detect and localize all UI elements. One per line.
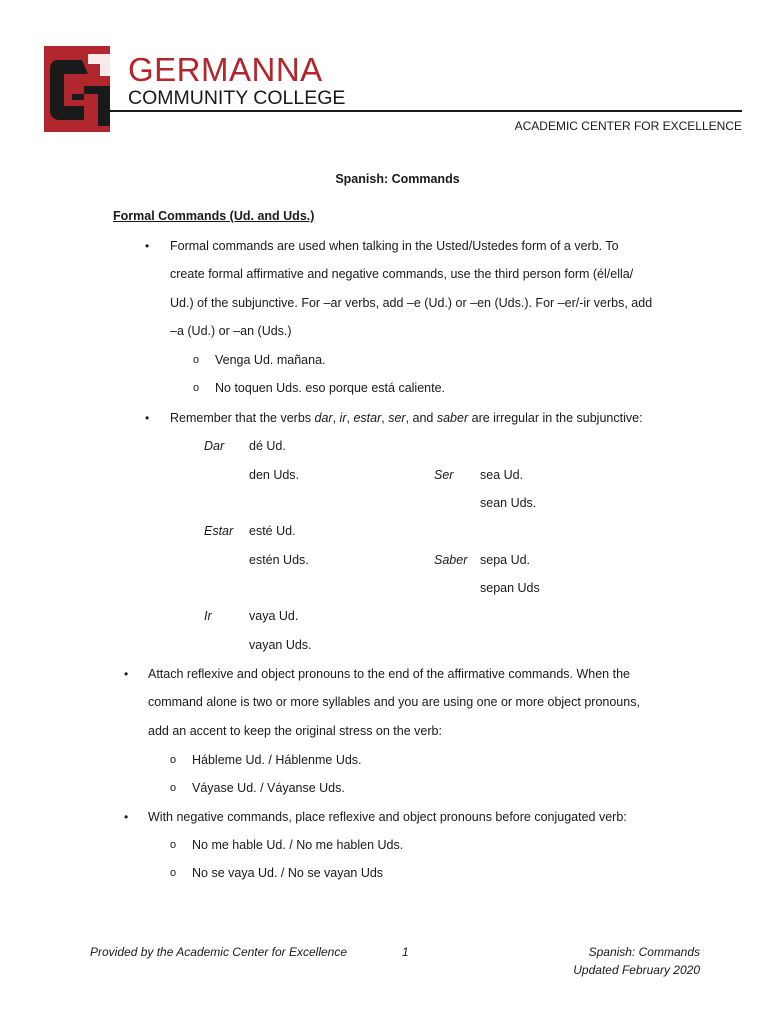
verb-form: dé Ud. xyxy=(249,439,286,453)
paragraph-line: Attach reflexive and object pronouns to the end of the affirmative commands. When the xyxy=(148,667,630,681)
footer-updated: Updated February 2020 xyxy=(573,963,700,977)
sub-bullet-marker: o xyxy=(193,354,200,366)
example-line: Venga Ud. mañana. xyxy=(215,353,326,367)
footer-provider: Provided by the Academic Center for Excellence xyxy=(90,945,348,959)
verb-form: vaya Ud. xyxy=(249,609,299,623)
example-line: No toquen Uds. eso porque está caliente. xyxy=(215,381,446,395)
brand-name: GERMANNA xyxy=(128,51,323,88)
verb-label: Ser xyxy=(434,468,454,482)
sub-bullet-marker: o xyxy=(170,867,177,879)
sub-bullet-marker: o xyxy=(170,754,177,766)
bullet-marker: • xyxy=(145,239,150,253)
verb-form: sepa Ud. xyxy=(480,553,531,567)
sub-bullet-marker: o xyxy=(193,382,200,394)
paragraph-line: –a (Ud.) or –an (Uds.) xyxy=(170,324,292,338)
verb-form: den Uds. xyxy=(249,468,300,482)
bullet-marker: • xyxy=(124,810,129,824)
verb-form: vayan Uds. xyxy=(249,638,312,652)
bullet-marker: • xyxy=(145,411,150,425)
verb-form: esté Ud. xyxy=(249,524,296,538)
section-title: Formal Commands (Ud. and Uds.) xyxy=(113,209,315,223)
paragraph-line: With negative commands, place reflexive and object pronouns before conjugated verb: xyxy=(148,810,627,824)
footer-doc-title: Spanish: Commands xyxy=(588,945,700,959)
center-name: ACADEMIC CENTER FOR EXCELLENCE xyxy=(514,119,742,133)
verb-saber: saber xyxy=(436,411,469,425)
verb-label: Dar xyxy=(204,439,225,453)
text-run: Remember that the verbs xyxy=(170,411,315,425)
text-run: are irregular in the subjunctive: xyxy=(468,411,643,425)
text-run: , xyxy=(346,411,354,425)
document-title: Spanish: Commands xyxy=(335,172,460,186)
paragraph-line xyxy=(170,410,643,426)
verb-form: estén Uds. xyxy=(249,553,309,567)
college-logo xyxy=(44,46,110,132)
header-divider xyxy=(110,110,742,112)
verb-estar: estar xyxy=(353,411,382,425)
verb-dar: dar xyxy=(314,411,333,425)
paragraph-line: command alone is two or more syllables and you are using one or more object pronouns, xyxy=(148,695,640,709)
example-line: Hábleme Ud. / Háblenme Uds. xyxy=(192,753,362,767)
paragraph-line: add an accent to keep the original stress on the verb: xyxy=(148,724,442,738)
verb-form: sepan Uds xyxy=(480,581,540,595)
example-line: No me hable Ud. / No me hablen Uds. xyxy=(192,838,404,852)
page-number: 1 xyxy=(402,945,409,959)
paragraph-line: Formal commands are used when talking in the Usted/Ustedes form of a verb. To xyxy=(170,239,619,253)
brand-subtitle: COMMUNITY COLLEGE xyxy=(128,87,346,109)
example-line: No se vaya Ud. / No se vayan Uds xyxy=(192,866,384,880)
paragraph-line: create formal affirmative and negative commands, use the third person form (él/ella/ xyxy=(170,267,634,281)
sub-bullet-marker: o xyxy=(170,839,177,851)
g-logo-icon xyxy=(44,46,110,132)
verb-label: Saber xyxy=(434,553,468,567)
verb-ir: ir xyxy=(339,411,347,425)
paragraph-line: Ud.) of the subjunctive. For –ar verbs, add –e (Ud.) or –en (Uds.). For –er/-ir verbs, add xyxy=(170,296,653,310)
text-run: , xyxy=(332,411,340,425)
text-run: , and xyxy=(405,411,437,425)
sub-bullet-marker: o xyxy=(170,782,177,794)
bullet-marker: • xyxy=(124,667,129,681)
example-line: Váyase Ud. / Váyanse Uds. xyxy=(192,781,345,795)
verb-label: Estar xyxy=(204,524,234,538)
verb-label: Ir xyxy=(204,609,212,623)
text-run: , xyxy=(381,411,389,425)
verb-form: sean Uds. xyxy=(480,496,537,510)
verb-form: sea Ud. xyxy=(480,468,524,482)
verb-ser: ser xyxy=(388,411,406,425)
